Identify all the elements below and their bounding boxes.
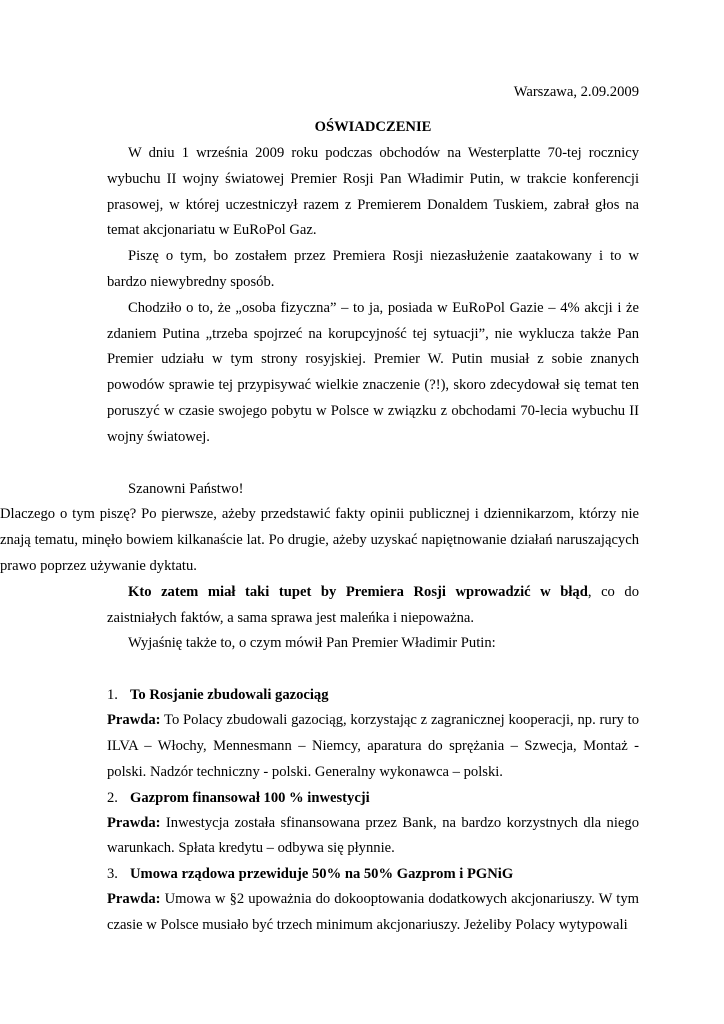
list-item-body xyxy=(107,887,639,939)
prawda-label: Prawda: xyxy=(107,712,161,729)
paragraph-2: Piszę o tym, bo zostałem przez Premiera Rosji niezasłużenie zaatakowany i to w bardzo niewybredny sposób. xyxy=(107,248,639,290)
list-heading-text: Gazprom finansował 100 % inwestycji xyxy=(130,789,370,806)
paragraph-3: Chodziło o to, że „osoba fizyczna” – to ja, posiada w EuRoPol Gazie – 4% akcji i że zdaniem Putina „trzeba spojrzeć na korupcyjność tej sytuacji”, nie wyklucza także Pan Premier udziału w tym strony rosyjskiej. Premier W. Putin musiał z sobie znanych powodów sprawie tej przypisywać wielkie znaczenie (?!), skoro zdecydował się temat ten poruszyć w czasie swojego pobytu w Polsce w związku z obchodami 70-lecia wybuchu II wojny światowej. xyxy=(107,299,639,445)
greeting: Szanowni Państwo! xyxy=(128,480,244,497)
list-number: 3. xyxy=(107,866,118,883)
paragraph-5-emphasis: Kto zatem miał taki tupet by Premiera Rosji wprowadzić w błąd xyxy=(128,583,588,600)
list-item-3 xyxy=(107,862,639,939)
blank-line xyxy=(107,451,639,477)
list-item-text: Umowa w §2 upoważnia do dokooptowania dodatkowych akcjonariuszy. W tym czasie w Polsce musiało być trzech minimum akcjonariuszy. Jeżeliby Polacy wytypowali xyxy=(107,891,639,933)
paragraph-4: Dlaczego o tym piszę? Po pierwsze, ażeby przedstawić fakty opinii publicznej i dziennikarzom, którzy nie znają tematu, minęło bowiem kilkanaście lat. Po drugie, ażeby uzyskać napiętnowanie działań naruszających prawo poprzez używanie dyktatu. xyxy=(0,506,639,574)
list-number: 2. xyxy=(107,789,118,806)
document-page xyxy=(0,80,639,939)
document-title: OŚWIADCZENIE xyxy=(314,119,432,135)
list-item-2 xyxy=(107,786,639,863)
list-item-text: To Polacy zbudowali gazociąg, korzystając z zagranicznej kooperacji, np. rury to ILVA – Włochy, Mennesmann – Niemcy, aparatura do sprężania – Szwecja, Montaż - polski. Nadzór techniczny - polski. Generalny wykonawca – polski. xyxy=(107,712,639,780)
blank-line xyxy=(107,657,639,683)
list-item-text: Inwestycja została sfinansowana przez Bank, na bardzo korzystnych dla niego warunkach. Spłata kredytu – odbywa się płynnie. xyxy=(107,814,639,857)
document-date: Warszawa, 2.09.2009 xyxy=(513,84,639,100)
list-number: 1. xyxy=(107,687,118,704)
paragraph-5 xyxy=(107,580,639,632)
list-item-heading xyxy=(107,862,639,887)
list-item-1 xyxy=(107,683,639,785)
list-heading-text: Umowa rządowa przewiduje 50% na 50% Gazprom i PGNiG xyxy=(130,866,514,883)
paragraph-5-rest: , co do zaistniałych faktów, a sama sprawa jest maleńka i niepoważna. xyxy=(107,583,639,626)
paragraph-6: Wyjaśnię także to, o czym mówił Pan Premier Władimir Putin: xyxy=(128,635,496,652)
paragraph-1: W dniu 1 września 2009 roku podczas obchodów na Westerplatte 70-tej rocznicy wybuchu II wojny światowej Premier Rosji Pan Władimir Putin, w trakcie konferencji prasowej, w której uczestniczył razem z Premierem Donaldem Tuskiem, zabrał głos na temat akcjonariatu w EuRoPol Gaz. xyxy=(107,145,639,239)
list-heading-text: To Rosjanie zbudowali gazociąg xyxy=(130,687,329,704)
list-item-heading xyxy=(107,786,639,811)
prawda-label: Prawda: xyxy=(107,814,161,831)
list-item-heading xyxy=(107,683,639,708)
prawda-label: Prawda: xyxy=(107,891,161,908)
list-item-body xyxy=(107,708,639,785)
list-item-body xyxy=(107,811,639,863)
